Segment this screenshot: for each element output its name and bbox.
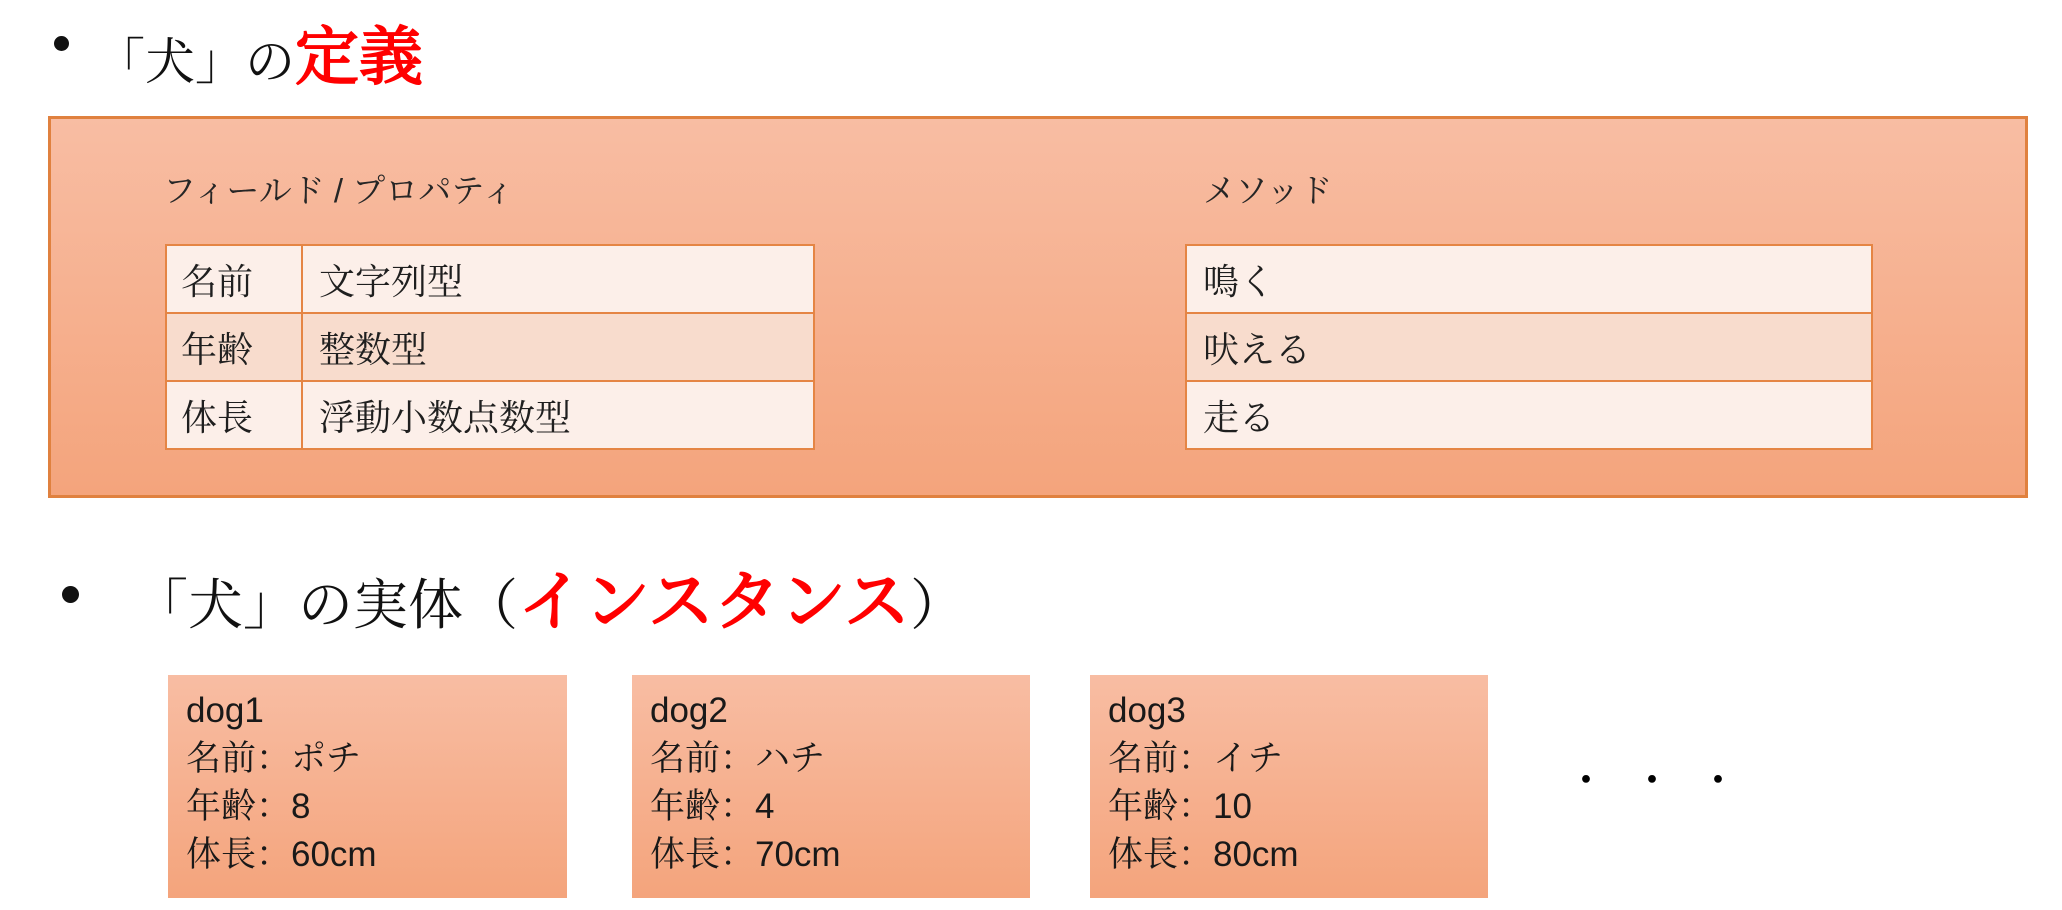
instance-name: 名前：イチ: [1108, 739, 1284, 778]
field-type-cell: 浮動小数点数型: [302, 381, 814, 449]
instance-id: dog2: [650, 691, 728, 730]
instance-length: 体長：80cm: [1108, 835, 1299, 874]
instance-age: 年齢：10: [1108, 787, 1252, 826]
definition-title: [95, 6, 423, 98]
definition-title-text: 「犬」の: [95, 34, 295, 90]
definition-title-emphasis: 定義: [295, 21, 423, 93]
instance-card-dog3: [1090, 675, 1488, 898]
field-name-cell: 名前: [166, 245, 302, 313]
field-name-cell: 年齢: [166, 313, 302, 381]
field-type-cell: 文字列型: [302, 245, 814, 313]
more-instances-ellipsis: ・・・: [1565, 757, 1764, 804]
fields-section-label: フィールド / プロパティ: [163, 172, 515, 209]
method-cell: 走る: [1186, 381, 1872, 449]
fields-table: [165, 244, 815, 450]
field-type-cell: 整数型: [302, 313, 814, 381]
method-cell: 鳴く: [1186, 245, 1872, 313]
class-definition-box: [48, 116, 2028, 498]
table-row: [166, 245, 814, 313]
instances-title-close-paren: ）: [910, 574, 966, 636]
instances-title: [133, 548, 965, 643]
instance-age: 年齢：8: [186, 787, 311, 826]
method-cell: 吠える: [1186, 313, 1872, 381]
methods-section-label: メソッド: [1203, 172, 1333, 209]
instance-age: 年齢：4: [650, 787, 775, 826]
table-row: [1186, 313, 1872, 381]
methods-table: [1185, 244, 1873, 450]
instance-name: 名前：ハチ: [650, 739, 826, 778]
table-row: [1186, 245, 1872, 313]
instances-title-emphasis: インスタンス: [518, 564, 911, 638]
instance-card-dog1: [168, 675, 567, 898]
instance-length: 体長：70cm: [650, 835, 841, 874]
instance-length: 体長：60cm: [186, 835, 377, 874]
bullet-icon: [54, 36, 69, 51]
instance-name: 名前：ポチ: [186, 739, 362, 778]
instances-title-text: 「犬」の実体（: [133, 574, 519, 636]
table-row: [166, 313, 814, 381]
bullet-icon: [62, 586, 79, 603]
table-row: [1186, 381, 1872, 449]
field-name-cell: 体長: [166, 381, 302, 449]
table-row: [166, 381, 814, 449]
instance-id: dog3: [1108, 691, 1186, 730]
instance-card-dog2: [632, 675, 1030, 898]
instance-id: dog1: [186, 691, 264, 730]
